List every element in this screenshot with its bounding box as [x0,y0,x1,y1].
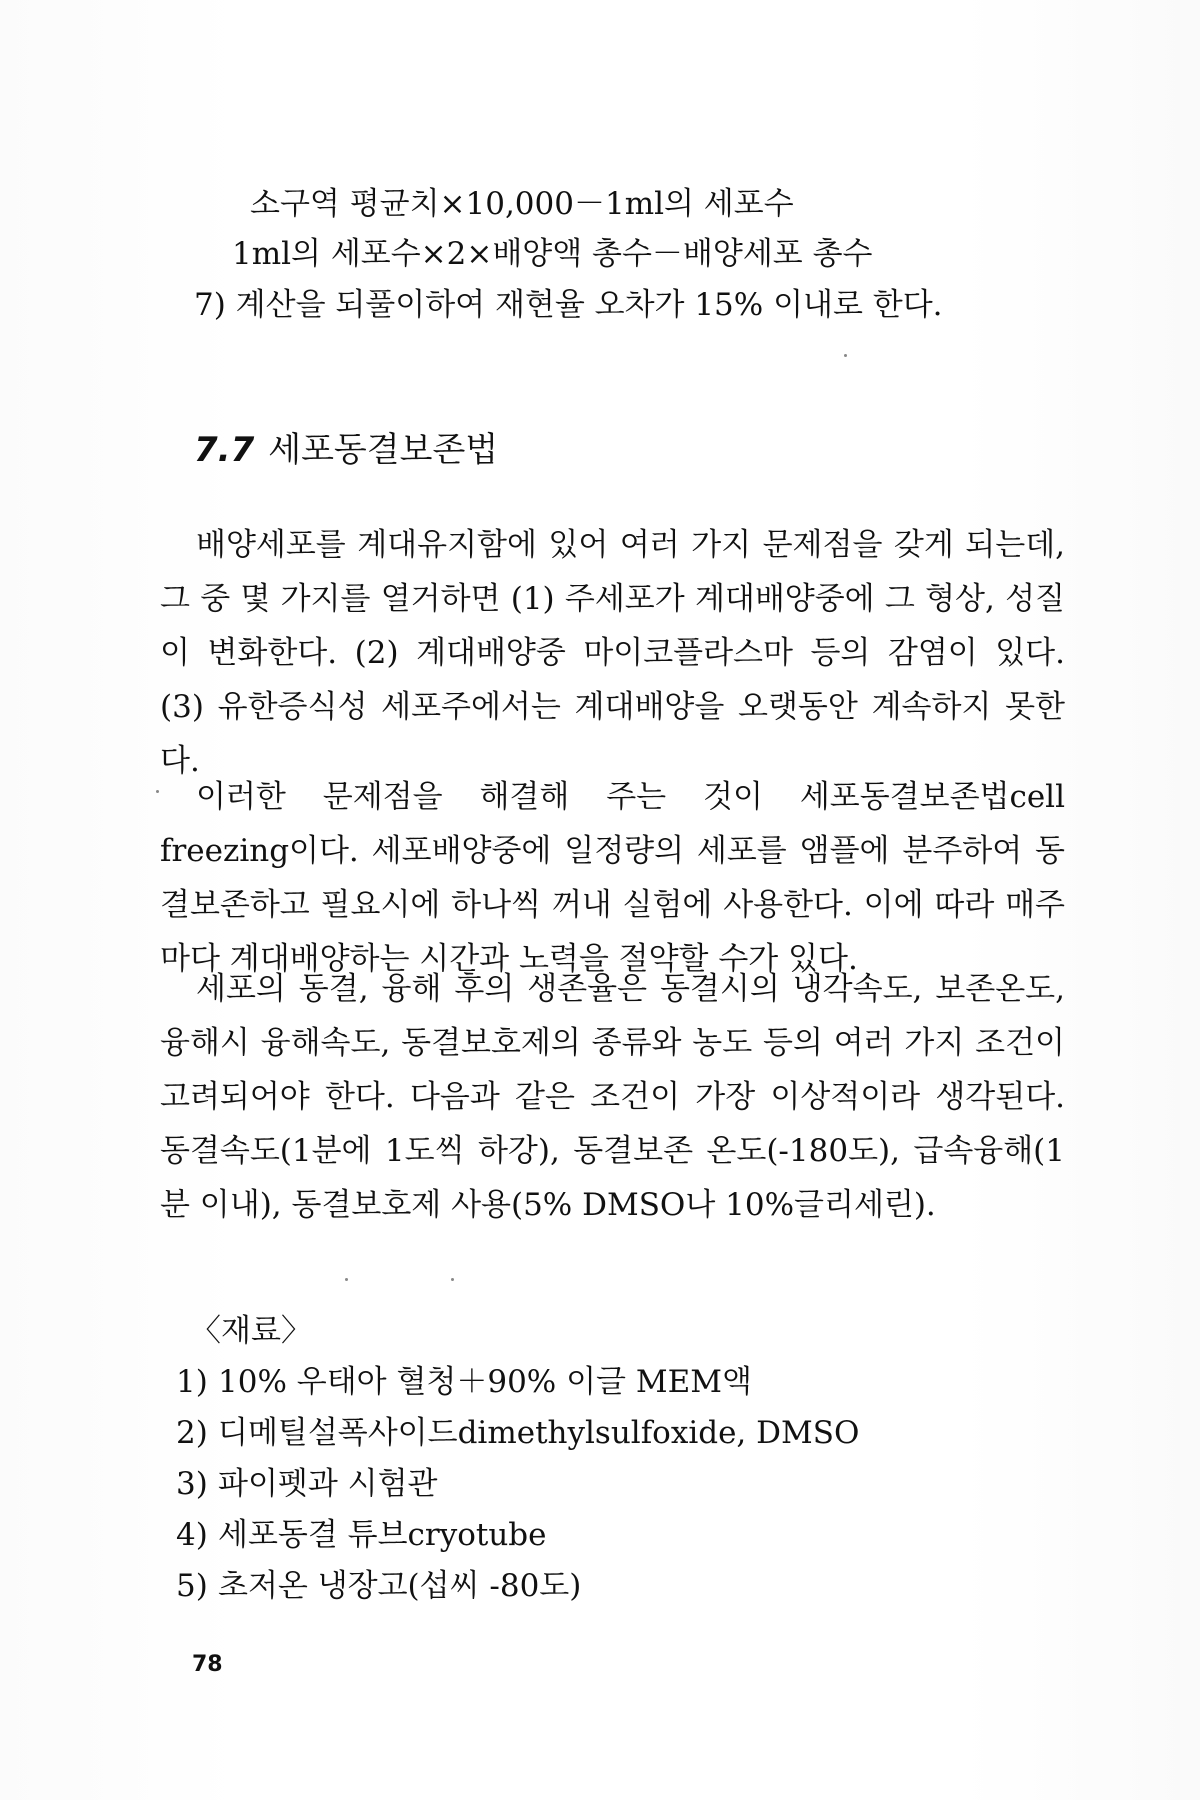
list-item [176,1459,859,1510]
item-text: 파이펫과 시험관 [218,1466,438,1502]
materials-heading: 〈재료〉 [190,1313,312,1349]
scan-speck [156,790,159,793]
item-text: 디메틸설폭사이드dimethylsulfoxide, DMSO [218,1415,860,1451]
item-text: 세포동결 튜브cryotube [218,1517,547,1553]
formula-line-1: 소구역 평균치×10,000－1ml의 세포수 [250,186,794,222]
section-title-text: 세포동결보존법 [268,430,499,470]
paragraph-text: 이러한 문제점을 해결해 주는 것이 세포동결보존법cell freezing이다. 세포배양중에 일정량의 세포를 앰플에 분주하여 동결보존하고 필요시에 하나씩 꺼내 실험에 사용한다. 이에 따라 매주마다 계대배양하는 시간과 노력을 절약할 수가 있다. [160,779,1065,977]
item-text: 초저온 냉장고(섭씨 -80도) [218,1568,582,1604]
paragraph-2 [160,770,1065,986]
step-7-text: 7) 계산을 되풀이하여 재현율 오차가 15% 이내로 한다. [194,287,943,323]
item-index: 1) [176,1364,208,1400]
paragraph-text: 세포의 동결, 융해 후의 생존율은 동결시의 냉각속도, 보존온도, 융해시 융해속도, 동결보호제의 종류와 농도 등의 여러 가지 조건이 고려되어야 한다. 다음과 같은 조건이 가장 이상적이라 생각된다. 동결속도(1분에 1도씩 하강), 동결보존 온도(-180도), 급속융해(1분 이내), 동결보호제 사용(5% DMSO나 10%글리세린). [160,971,1065,1223]
scan-speck [844,354,847,357]
list-item [176,1357,859,1408]
formula-line-2: 1ml의 세포수×2×배양액 총수－배양세포 총수 [232,236,873,272]
item-index: 4) [176,1517,208,1553]
item-index: 2) [176,1415,208,1451]
item-index: 5) [176,1568,208,1604]
paragraph-1 [160,518,1065,788]
item-text: 10% 우태아 혈청＋90% 이글 MEM액 [218,1364,752,1400]
page-number: 78 [192,1652,223,1677]
materials-list [176,1306,859,1612]
list-item [176,1408,859,1459]
scan-speck [345,1278,348,1281]
scan-speck [451,1278,454,1281]
paragraph-text: 배양세포를 계대유지함에 있어 여러 가지 문제점을 갖게 되는데, 그 중 몇 가지를 열거하면 (1) 주세포가 계대배양중에 그 형상, 성질이 변화한다. (2) 계대배양중 마이코플라스마 등의 감염이 있다. (3) 유한증식성 세포주에서는 계대배양을 오랫동안 계속하지 못한다. [160,527,1065,779]
paragraph-3 [160,962,1065,1232]
section-number: 7.7 [194,430,255,470]
materials-items [176,1357,859,1612]
list-item [176,1510,859,1561]
list-item [176,1561,859,1612]
item-index: 3) [176,1466,208,1502]
section-heading [194,428,498,472]
